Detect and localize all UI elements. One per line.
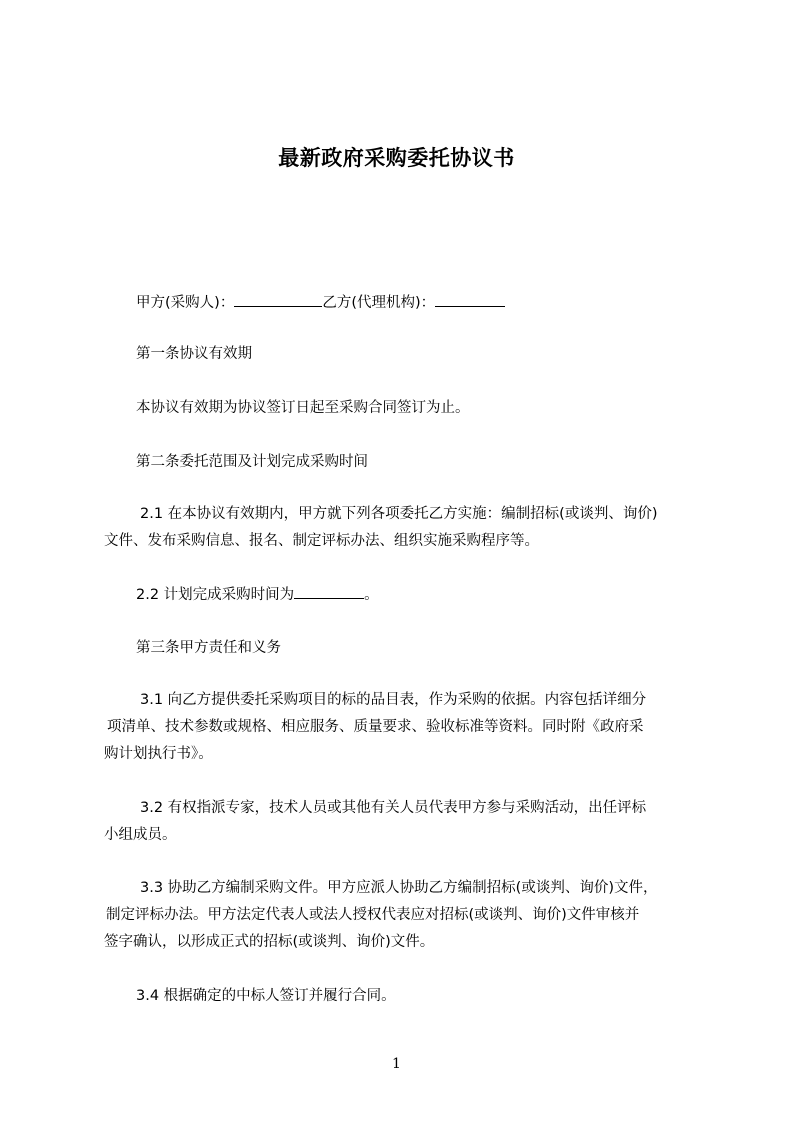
clause-3-1-line2: 项清单、技术参数或规格、相应服务、质量要求、验收标准等资料。同时附《政府采 xyxy=(107,719,644,735)
clause-3-4: 3.4 根据确定的中标人签订并履行合同。 xyxy=(136,988,396,1004)
article1-heading: 第一条协议有效期 xyxy=(136,346,252,362)
party-a-blank xyxy=(234,292,322,307)
parties-line xyxy=(136,292,505,313)
party-b-blank xyxy=(435,292,505,307)
clause-3-1-line3: 购计划执行书》。 xyxy=(104,746,213,762)
clause-3-3-line3: 签字确认，以形成正式的招标(或谈判、询价)文件。 xyxy=(104,934,435,950)
article3-heading: 第三条甲方责任和义务 xyxy=(136,640,281,656)
document-title: 最新政府采购委托协议书 xyxy=(278,146,515,170)
clause-2-1-line2: 文件、发布采购信息、报名、制定评标办法、组织实施采购程序等。 xyxy=(104,533,539,549)
clause-3-3-line2: 制定评标办法。甲方法定代表人或法人授权代表应对招标(或谈判、询价)文件审核并 xyxy=(106,907,640,923)
page-number: 1 xyxy=(392,1056,401,1072)
party-b-label: 乙方(代理机构)： xyxy=(322,295,436,311)
clause-3-1-line1: 3.1 向乙方提供委托采购项目的标的品目表，作为采购的依据。内容包括详细分 xyxy=(140,692,647,708)
clause-2-2-suffix: 。 xyxy=(364,587,379,603)
completion-time-blank xyxy=(294,584,364,599)
clause-2-2-prefix: 2.2 计划完成采购时间为 xyxy=(136,587,295,603)
clause-2-1-line1: 2.1 在本协议有效期内，甲方就下列各项委托乙方实施：编制招标(或谈判、询价) xyxy=(140,506,658,522)
article1-text: 本协议有效期为协议签订日起至采购合同签订为止。 xyxy=(136,400,470,416)
clause-2-2 xyxy=(136,584,379,605)
party-a-label: 甲方(采购人)： xyxy=(136,295,235,311)
article2-heading: 第二条委托范围及计划完成采购时间 xyxy=(136,454,368,470)
clause-3-2-line2: 小组成员。 xyxy=(104,827,177,843)
clause-3-3-line1: 3.3 协助乙方编制采购文件。甲方应派人协助乙方编制招标(或谈判、询价)文件， xyxy=(140,880,658,896)
clause-3-2-line1: 3.2 有权指派专家，技术人员或其他有关人员代表甲方参与采购活动，出任评标 xyxy=(140,800,647,816)
